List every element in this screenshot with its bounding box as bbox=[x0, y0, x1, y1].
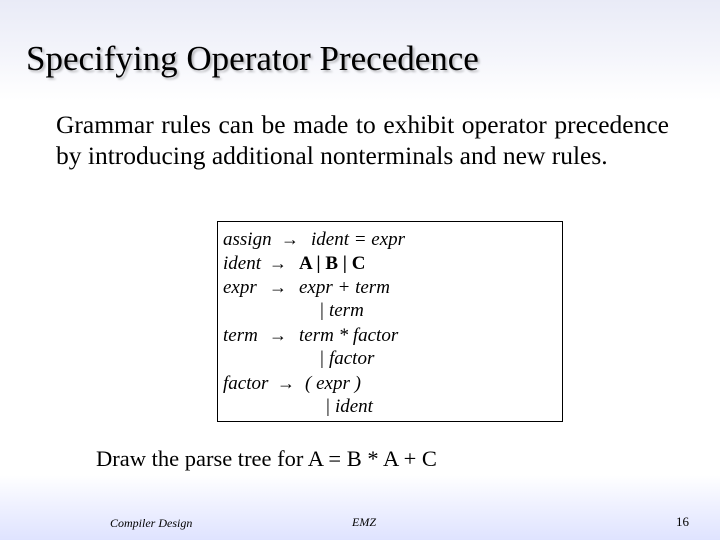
arrow-icon: → bbox=[277, 373, 295, 393]
arrow-icon: → bbox=[269, 325, 287, 345]
grammar-rhs: expr + term bbox=[299, 277, 390, 298]
grammar-lhs: assign bbox=[223, 229, 272, 250]
grammar-rhs: ident = expr bbox=[311, 229, 406, 250]
grammar-lhs: factor bbox=[223, 373, 269, 394]
grammar-lhs: ident bbox=[223, 253, 261, 274]
grammar-line-expr-alt bbox=[319, 299, 364, 323]
grammar-lhs: term bbox=[223, 325, 258, 346]
grammar-rhs: term * factor bbox=[299, 325, 399, 346]
page-number: 16 bbox=[676, 514, 689, 529]
grammar-rhs: | ident bbox=[325, 396, 373, 417]
grammar-rhs: A | B | C bbox=[299, 253, 366, 274]
grammar-line-expr bbox=[223, 275, 390, 299]
grammar-lhs: expr bbox=[223, 277, 257, 298]
footer-author: EMZ bbox=[352, 515, 376, 529]
intro-paragraph: Grammar rules can be made to exhibit operator precedence by introducing additional nonterminals and new rules. bbox=[56, 110, 669, 170]
grammar-rhs: ( expr ) bbox=[305, 373, 361, 394]
arrow-icon: → bbox=[269, 253, 287, 273]
grammar-line-term-alt bbox=[319, 347, 374, 371]
grammar-rhs: | term bbox=[319, 300, 364, 321]
slide-title: Specifying Operator Precedence bbox=[26, 39, 479, 78]
grammar-line-factor bbox=[223, 371, 361, 395]
grammar-line-term bbox=[223, 323, 398, 347]
arrow-icon: → bbox=[269, 277, 287, 297]
grammar-line-ident bbox=[223, 251, 365, 275]
arrow-icon: → bbox=[281, 229, 299, 249]
exercise-prompt: Draw the parse tree for A = B * A + C bbox=[96, 446, 437, 471]
grammar-line-assign bbox=[223, 227, 405, 251]
grammar-rhs: | factor bbox=[319, 348, 375, 369]
grammar-box bbox=[217, 221, 563, 422]
grammar-line-factor-alt bbox=[325, 395, 373, 419]
footer-course: Compiler Design bbox=[110, 516, 193, 530]
